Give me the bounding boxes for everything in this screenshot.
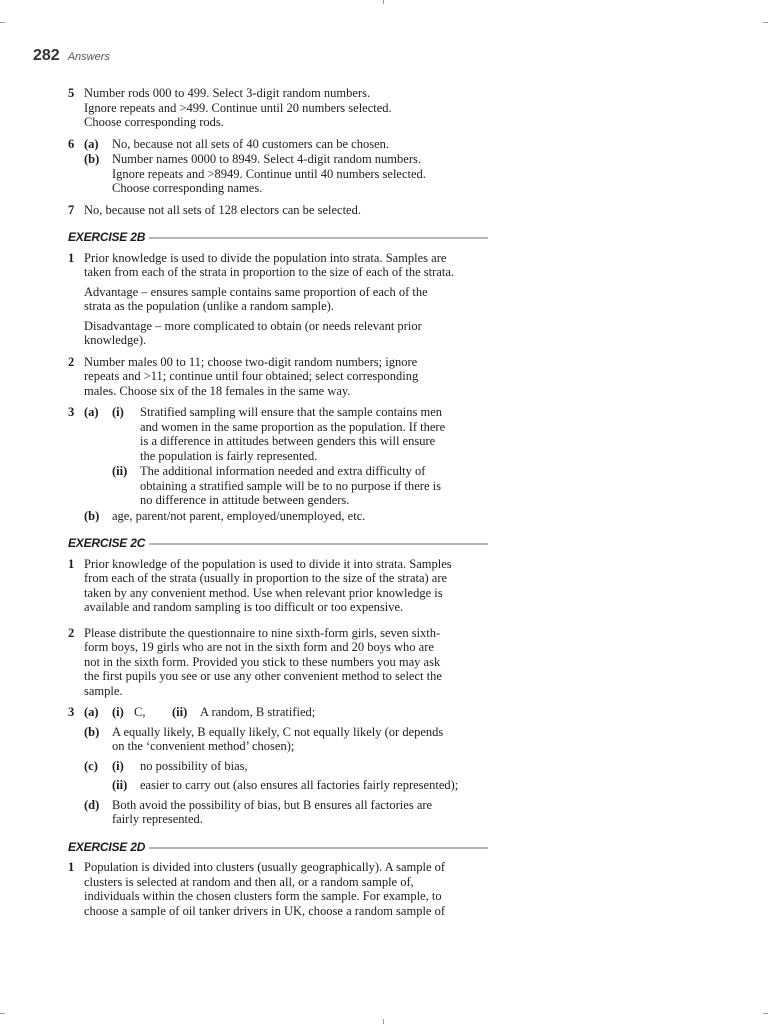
heading-rule	[149, 543, 488, 545]
answer-line: clusters is selected at random and then all, or a random sample of,	[84, 874, 414, 889]
crop-mark	[763, 22, 768, 23]
answer-2d-1	[68, 860, 488, 918]
answer-line: easier to carry out (also ensures all factories fairly represented);	[140, 778, 459, 792]
answer-line: Number names 0000 to 8949. Select 4-digit random numbers.	[112, 152, 421, 166]
answer-line: form boys, 19 girls who are not in the sixth form and 20 boys who are	[84, 640, 434, 654]
answer-line: No, because not all sets of 128 electors can be selected.	[84, 202, 361, 217]
question-number: 7	[68, 202, 75, 217]
part-label: (d)	[84, 797, 100, 812]
answer-line: repeats and >11; continue until four obtained; select corresponding	[84, 369, 419, 383]
answer-2c-3a	[84, 705, 488, 720]
exercise-2b-heading	[68, 230, 488, 245]
answer-line: Advantage – ensures sample contains same proportion of each of the	[84, 284, 428, 299]
subpart-label: (i)	[112, 705, 124, 719]
answer-line: knowledge).	[84, 333, 147, 347]
answer-line: age, parent/not parent, employed/unemployed, etc.	[112, 508, 366, 523]
answer-line: choose a sample of oil tanker drivers in UK, choose a random sample of	[84, 903, 446, 918]
answer-2c-3	[68, 705, 488, 827]
exercise-title: EXERCISE 2C	[68, 536, 146, 550]
answer-2c-3d	[84, 798, 488, 827]
answer-line: strata as the population (unlike a random sample).	[84, 299, 334, 313]
exercise-title: EXERCISE 2D	[68, 839, 146, 854]
part-label: (b)	[84, 508, 100, 523]
page-number: 282	[33, 47, 60, 64]
answer-line: not in the sixth form. Provided you stick to these numbers you may ask	[84, 654, 441, 669]
question-number: 3	[68, 705, 75, 719]
answer-line: from each of the strata (usually in proportion to the size of the strata) are	[84, 571, 448, 585]
answer-2b-1	[68, 251, 488, 348]
answer-line: Choose corresponding rods.	[84, 115, 224, 129]
answer-2b-3a	[84, 405, 488, 508]
answer-line: Prior knowledge is used to divide the population into strata. Samples are	[84, 250, 447, 265]
answer-line: on the ‘convenient method’ chosen);	[112, 739, 295, 753]
answer-2b-2	[68, 355, 488, 399]
subpart-label: (i)	[112, 405, 124, 419]
answer-line: sample.	[84, 683, 123, 698]
answer-line: Number rods 000 to 499. Select 3-digit random numbers.	[84, 86, 371, 100]
answer-line: The additional information needed and extra difficulty of	[140, 464, 426, 478]
answer-2b-3a-i	[112, 405, 445, 463]
answer-6a	[84, 137, 488, 152]
answer-2b-3b	[84, 509, 488, 524]
crop-mark	[383, 1019, 384, 1024]
subpart-label: (ii)	[112, 464, 128, 478]
heading-rule	[149, 237, 488, 239]
crop-mark	[0, 22, 5, 23]
question-number: 2	[68, 625, 75, 640]
answer-line: A equally likely, B equally likely, C not equally likely (or depends	[112, 724, 444, 739]
answer-line: Stratified sampling will ensure that the sample contains men	[140, 405, 443, 419]
question-number: 1	[68, 556, 75, 571]
answer-2b-3a-ii	[112, 464, 445, 508]
part-label: (a)	[84, 136, 99, 151]
answer-line: obtaining a stratified sample will be to no purpose if there is	[140, 478, 441, 493]
answers-content	[68, 86, 488, 925]
answer-line: no possibility of bias,	[140, 758, 248, 773]
answer-line: available and random sampling is too difficult or too expensive.	[84, 600, 404, 614]
answer-line: is a difference in attitudes between genders this will ensure	[140, 434, 436, 448]
answer-2c-2	[68, 626, 488, 699]
answer-line: individuals within the chosen clusters form the sample. For example, to	[84, 889, 442, 903]
answer-line: no difference in attitude between genders.	[140, 493, 350, 507]
exercise-2c-heading	[68, 536, 488, 551]
answer-2c-3c-ii	[112, 778, 458, 793]
part-label: (a)	[84, 405, 99, 419]
question-number: 1	[68, 860, 75, 874]
answer-line: Number males 00 to 11; choose two-digit random numbers; ignore	[84, 354, 418, 369]
question-number: 3	[68, 405, 75, 419]
subpart-label: (ii)	[112, 778, 128, 792]
answer-line: Choose corresponding names.	[112, 181, 263, 195]
subpart-label: (ii)	[172, 705, 188, 719]
answer-line: Disadvantage – more complicated to obtain (or needs relevant prior	[84, 318, 422, 333]
answer-line: taken from each of the strata in proportion to the size of each of the strata.	[84, 265, 454, 279]
answer-6	[68, 137, 488, 196]
answer-line: males. Choose six of the 18 females in the same way.	[84, 383, 351, 398]
answer-2c-1	[68, 557, 488, 615]
answer-line: the population is fairly represented.	[140, 448, 318, 463]
crop-mark	[0, 1013, 5, 1014]
part-label: (c)	[84, 758, 98, 773]
exercise-2d-heading	[68, 840, 488, 855]
answer-2c-3c	[84, 759, 488, 793]
answer-line: Please distribute the questionnaire to nine sixth-form girls, seven sixth-	[84, 625, 441, 640]
answer-5	[68, 86, 488, 130]
subpart-label: (i)	[112, 758, 124, 773]
question-number: 1	[68, 250, 75, 265]
answer-line: the first pupils you see or use any other convenient method to select the	[84, 669, 442, 683]
answer-2c-3c-i	[112, 759, 458, 774]
crop-mark	[763, 1013, 768, 1014]
part-label: (b)	[84, 724, 100, 739]
exercise-title: EXERCISE 2B	[68, 230, 146, 244]
answer-line: Ignore repeats and >499. Continue until 20 numbers selected.	[84, 100, 392, 115]
question-number: 2	[68, 354, 75, 369]
page-header	[33, 47, 110, 65]
part-label: (a)	[84, 705, 99, 719]
answer-line: Ignore repeats and >8949. Continue until 40 numbers selected.	[112, 166, 426, 181]
answer-text: C,	[134, 705, 146, 719]
running-head: Answers	[67, 51, 110, 63]
answer-line: Prior knowledge of the population is used to divide it into strata. Samples	[84, 556, 452, 571]
answer-line: No, because not all sets of 40 customers can be chosen.	[112, 136, 390, 151]
answer-line: fairly represented.	[112, 812, 203, 826]
answer-line: Population is divided into clusters (usually geographically). A sample of	[84, 860, 446, 874]
answer-text: A random, B stratified;	[200, 705, 316, 719]
part-label: (b)	[84, 152, 100, 166]
answer-line: and women in the same proportion as the population. If there	[140, 419, 446, 434]
question-number: 5	[68, 86, 75, 100]
answer-2c-3b	[84, 725, 488, 754]
answer-2b-3	[68, 405, 488, 523]
question-number: 6	[68, 136, 75, 151]
heading-rule	[149, 847, 488, 849]
answer-line: Both avoid the possibility of bias, but B ensures all factories are	[112, 797, 433, 812]
answer-line: taken by any convenient method. Use when relevant prior knowledge is	[84, 585, 443, 600]
answer-6b	[84, 152, 488, 196]
answer-7	[68, 203, 488, 218]
crop-mark	[383, 0, 384, 4]
